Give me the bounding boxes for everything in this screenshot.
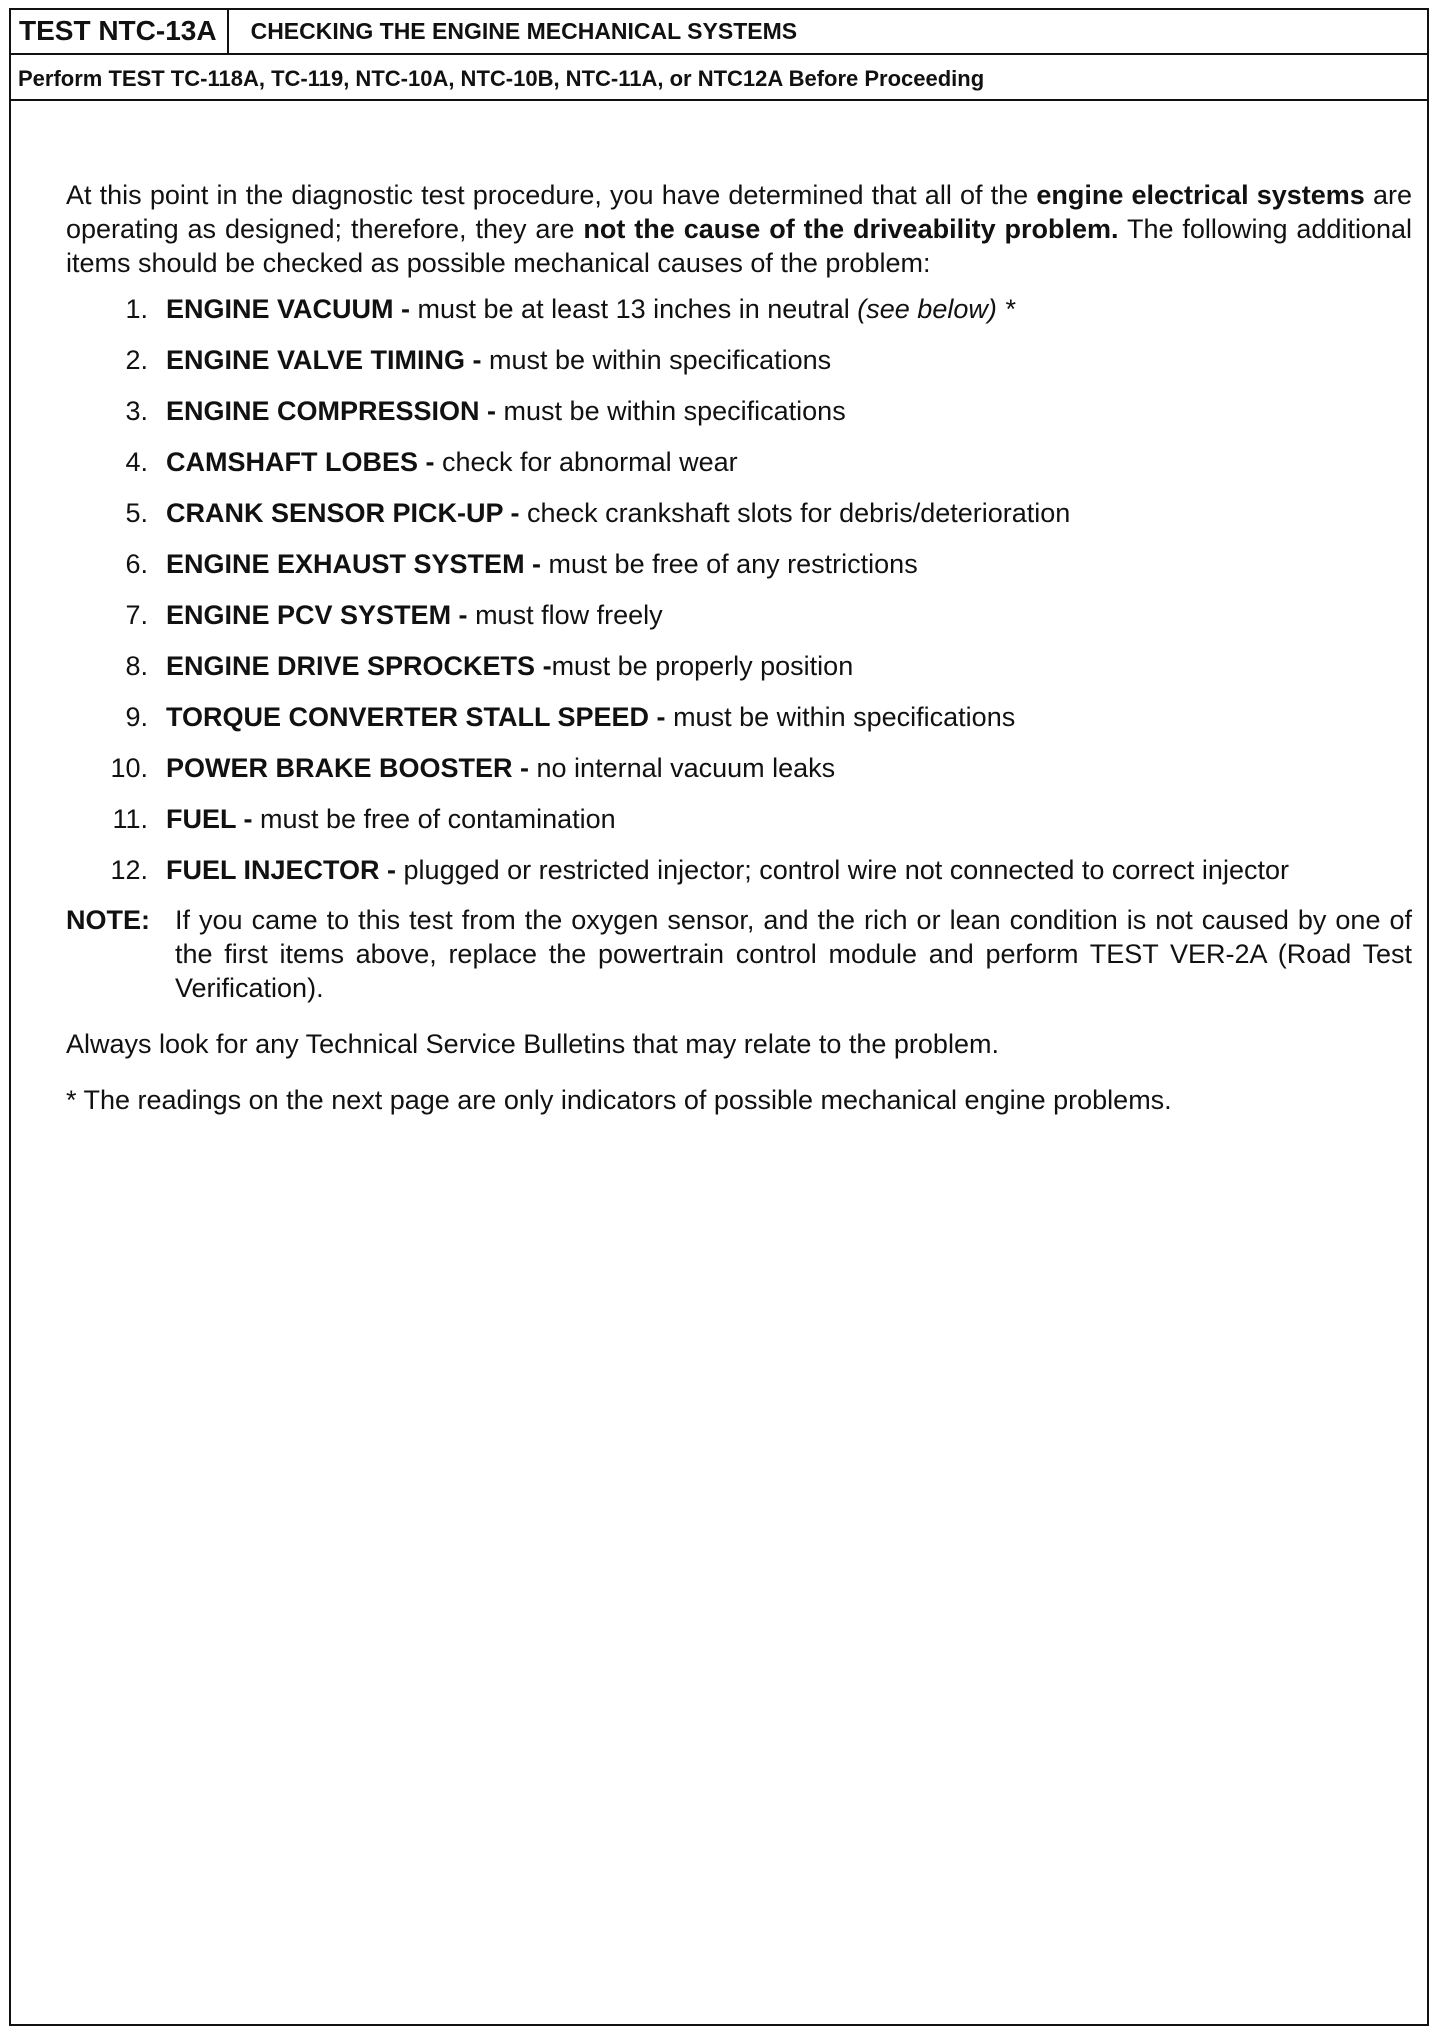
item-number: 7.	[125, 600, 148, 630]
item-number: 2.	[125, 345, 148, 375]
item-heading: ENGINE EXHAUST SYSTEM -	[166, 549, 542, 579]
item-heading: ENGINE DRIVE SPROCKETS -	[166, 651, 552, 681]
item-number: 6.	[125, 549, 148, 579]
item-text	[166, 293, 1412, 326]
intro-text-3: The following additional items should be checked as possible mechanical causes of the problem:	[66, 214, 1412, 278]
list-item	[66, 701, 1412, 734]
item-text	[166, 650, 1412, 683]
intro-paragraph	[66, 178, 1412, 280]
list-item	[66, 803, 1412, 836]
item-number: 9.	[125, 702, 148, 732]
item-heading: ENGINE VALVE TIMING -	[166, 345, 482, 375]
list-item	[66, 752, 1412, 785]
header-row	[11, 10, 1427, 55]
tsb-reminder: Always look for any Technical Service Bulletins that may relate to the problem.	[66, 1029, 999, 1059]
list-item	[66, 599, 1412, 632]
item-heading: FUEL INJECTOR -	[166, 855, 397, 885]
item-number: 4.	[125, 447, 148, 477]
item-heading: CRANK SENSOR PICK-UP -	[166, 498, 520, 528]
list-item	[66, 344, 1412, 377]
item-text	[166, 446, 1412, 479]
note-block	[66, 903, 1412, 1005]
item-number: 12.	[110, 855, 148, 885]
item-description: must be within specifications	[496, 396, 846, 426]
page-title: CHECKING THE ENGINE MECHANICAL SYSTEMS	[250, 18, 798, 44]
test-id: TEST NTC-13A	[11, 10, 229, 53]
footnote: * The readings on the next page are only indicators of possible mechanical engine problems.	[66, 1085, 1172, 1115]
item-heading: ENGINE VACUUM -	[166, 294, 411, 324]
item-text	[166, 497, 1412, 530]
list-item	[66, 854, 1412, 887]
intro-bold-1: engine electrical systems	[1036, 180, 1365, 210]
item-description: must be within specifications	[665, 702, 1016, 732]
item-description: check for abnormal wear	[434, 447, 738, 477]
procedure-body	[66, 178, 1412, 1117]
list-item	[66, 395, 1412, 428]
item-text	[166, 752, 1412, 785]
item-heading: CAMSHAFT LOBES -	[166, 447, 435, 477]
item-reference: (see below) *	[857, 294, 1015, 324]
item-text	[166, 599, 1412, 632]
item-description: plugged or restricted injector; control wire not connected to correct injector	[396, 855, 1289, 885]
list-item	[66, 650, 1412, 683]
list-item	[66, 548, 1412, 581]
item-number: 11.	[112, 804, 148, 834]
item-description: check crankshaft slots for debris/deterioration	[519, 498, 1071, 528]
intro-bold-2: not the cause of the driveability problem.	[583, 214, 1119, 244]
item-description: must be within specifications	[481, 345, 832, 375]
item-text	[166, 344, 1412, 377]
item-text	[166, 803, 1412, 836]
note-text: If you came to this test from the oxygen sensor, and the rich or lean condition is not caused by one of the first items above, replace the powertrain control module and perform TEST VER-2A (Road Test Verification).	[175, 905, 1412, 1003]
item-number: 5.	[125, 498, 148, 528]
item-heading: FUEL -	[166, 804, 253, 834]
item-heading: POWER BRAKE BOOSTER -	[166, 753, 530, 783]
item-description: must be free of any restrictions	[541, 549, 918, 579]
item-number: 10.	[110, 753, 148, 783]
item-text	[166, 854, 1412, 887]
item-text	[166, 395, 1412, 428]
item-description: must flow freely	[467, 600, 663, 630]
item-text	[166, 548, 1412, 581]
intro-text-2: are operating as designed; therefore, they are	[66, 180, 1412, 244]
prerequisite-banner: Perform TEST TC-118A, TC-119, NTC-10A, NTC-10B, NTC-11A, or NTC12A Before Proceeding	[11, 55, 1427, 101]
list-item	[66, 293, 1412, 326]
intro-text-1: At this point in the diagnostic test procedure, you have determined that all of the	[66, 180, 1037, 210]
item-description: must be at least 13 inches in neutral	[410, 294, 858, 324]
item-description: no internal vacuum leaks	[529, 753, 836, 783]
item-number: 1.	[125, 294, 148, 324]
item-description: must be free of contamination	[252, 804, 616, 834]
item-heading: TORQUE CONVERTER STALL SPEED -	[166, 702, 666, 732]
list-item	[66, 446, 1412, 479]
item-heading: ENGINE COMPRESSION -	[166, 396, 497, 426]
item-text	[166, 701, 1412, 734]
item-number: 3.	[125, 396, 148, 426]
list-item	[66, 497, 1412, 530]
item-heading: ENGINE PCV SYSTEM -	[166, 600, 468, 630]
item-description: must be properly position	[551, 651, 854, 681]
item-number: 8.	[125, 651, 148, 681]
note-label: NOTE:	[66, 905, 150, 935]
check-items-list	[66, 293, 1412, 887]
